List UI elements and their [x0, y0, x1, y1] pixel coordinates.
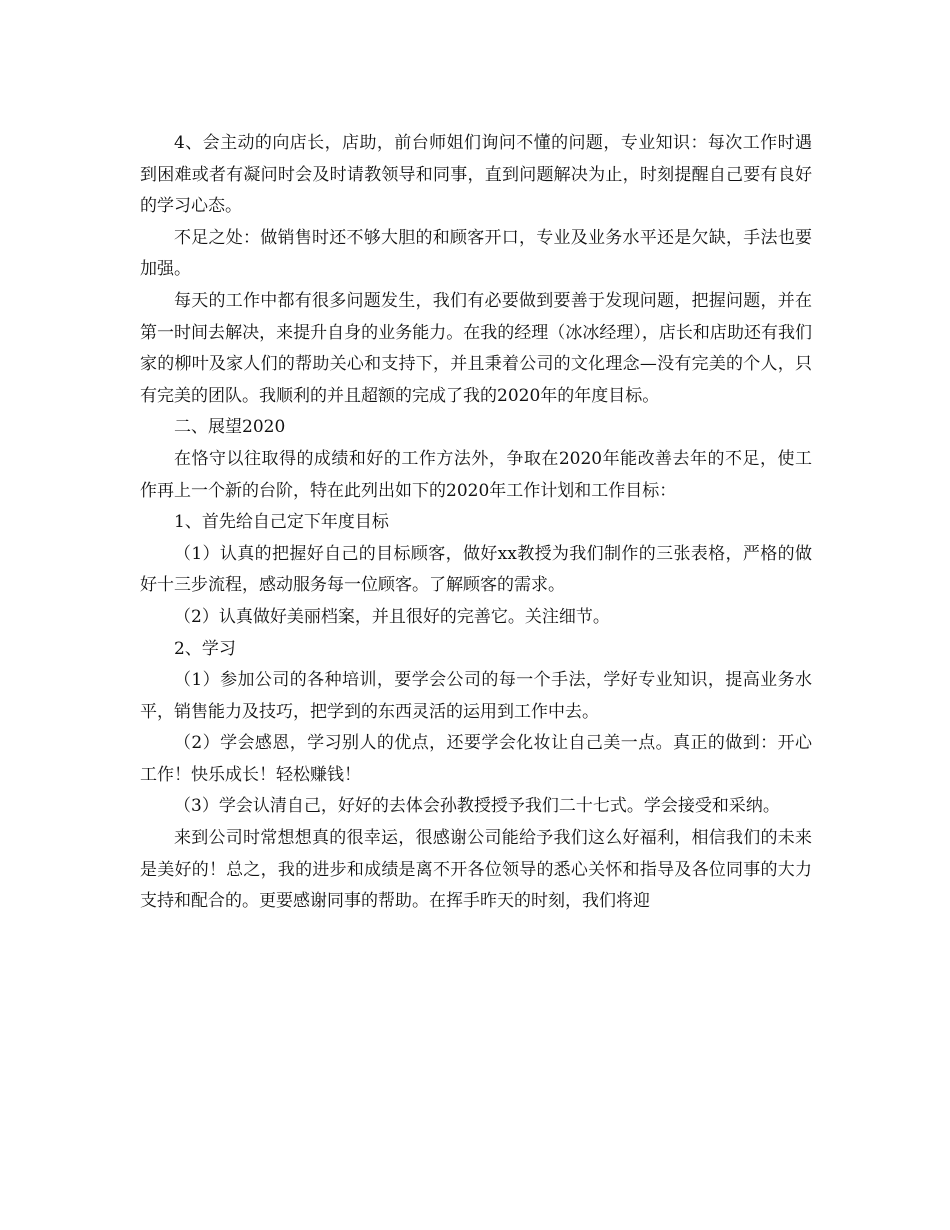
paragraph-outlook-intro: 在恪守以往取得的成绩和好的工作方法外，争取在2020年能改善去年的不足，使工作再上一个新的台阶，特在此列出如下的2020年工作计划和工作目标：: [140, 448, 812, 501]
section-heading-outlook: 二、展望2020: [174, 417, 286, 438]
paragraph-daily-problems: 每天的工作中都有很多问题发生，我们有必要做到要善于发现问题，把握问题，并在第一时间去解决，来提升自身的业务能力。在我的经理（冰冰经理），店长和店助还有我们家的柳叶及家人们的帮助关心和支持下，并且秉着公司的文化理念—没有完美的个人，只有完美的团队。我顺利的并且超额的完成了我的2020年的年度目标。: [140, 290, 812, 406]
subitem-self-knowledge: （3）学会认清自己，好好的去体会孙教授授予我们二十七式。学会接受和采纳。: [174, 796, 780, 817]
paragraph-closing: 来到公司时常想想真的很幸运，很感谢公司能给予我们这么好福利，相信我们的未来是美好的！总之，我的进步和成绩是离不开各位领导的悉心关怀和指导及各位同事的大力支持和配合的。更要感谢同事的帮助。在挥手昨天的时刻，我们将迎: [140, 828, 812, 912]
subitem-beauty-records: （2）认真做好美丽档案，并且很好的完善它。关注细节。: [174, 606, 610, 627]
subitem-target-customers: （1）认真的把握好自己的目标顾客，做好xx教授为我们制作的三张表格，严格的做好十三步流程，感动服务每一位顾客。了解顾客的需求。: [140, 543, 812, 596]
paragraph-learning-attitude: 4、会主动的向店长，店助，前台师姐们询问不懂的问题，专业知识：每次工作时遇到困难或者有凝问时会及时请教领导和同事，直到问题解决为止，时刻提醒自己要有良好的学习心态。: [140, 133, 812, 217]
subitem-training: （1）参加公司的各种培训，要学会公司的每一个手法，学好专业知识，提高业务水平，销售能力及技巧，把学到的东西灵活的运用到工作中去。: [140, 670, 812, 722]
item-annual-goal: 1、首先给自己定下年度目标: [174, 512, 389, 533]
document-body: [140, 128, 812, 918]
subitem-gratitude: （2）学会感恩，学习别人的优点，还要学会化妆让自己美一点。真正的做到：开心工作！快乐成长！轻松赚钱！: [140, 733, 812, 785]
item-learning: 2、学习: [174, 638, 236, 659]
paragraph-shortcomings: 不足之处：做销售时还不够大胆的和顾客开口，专业及业务水平还是欠缺，手法也要加强。: [140, 227, 812, 280]
